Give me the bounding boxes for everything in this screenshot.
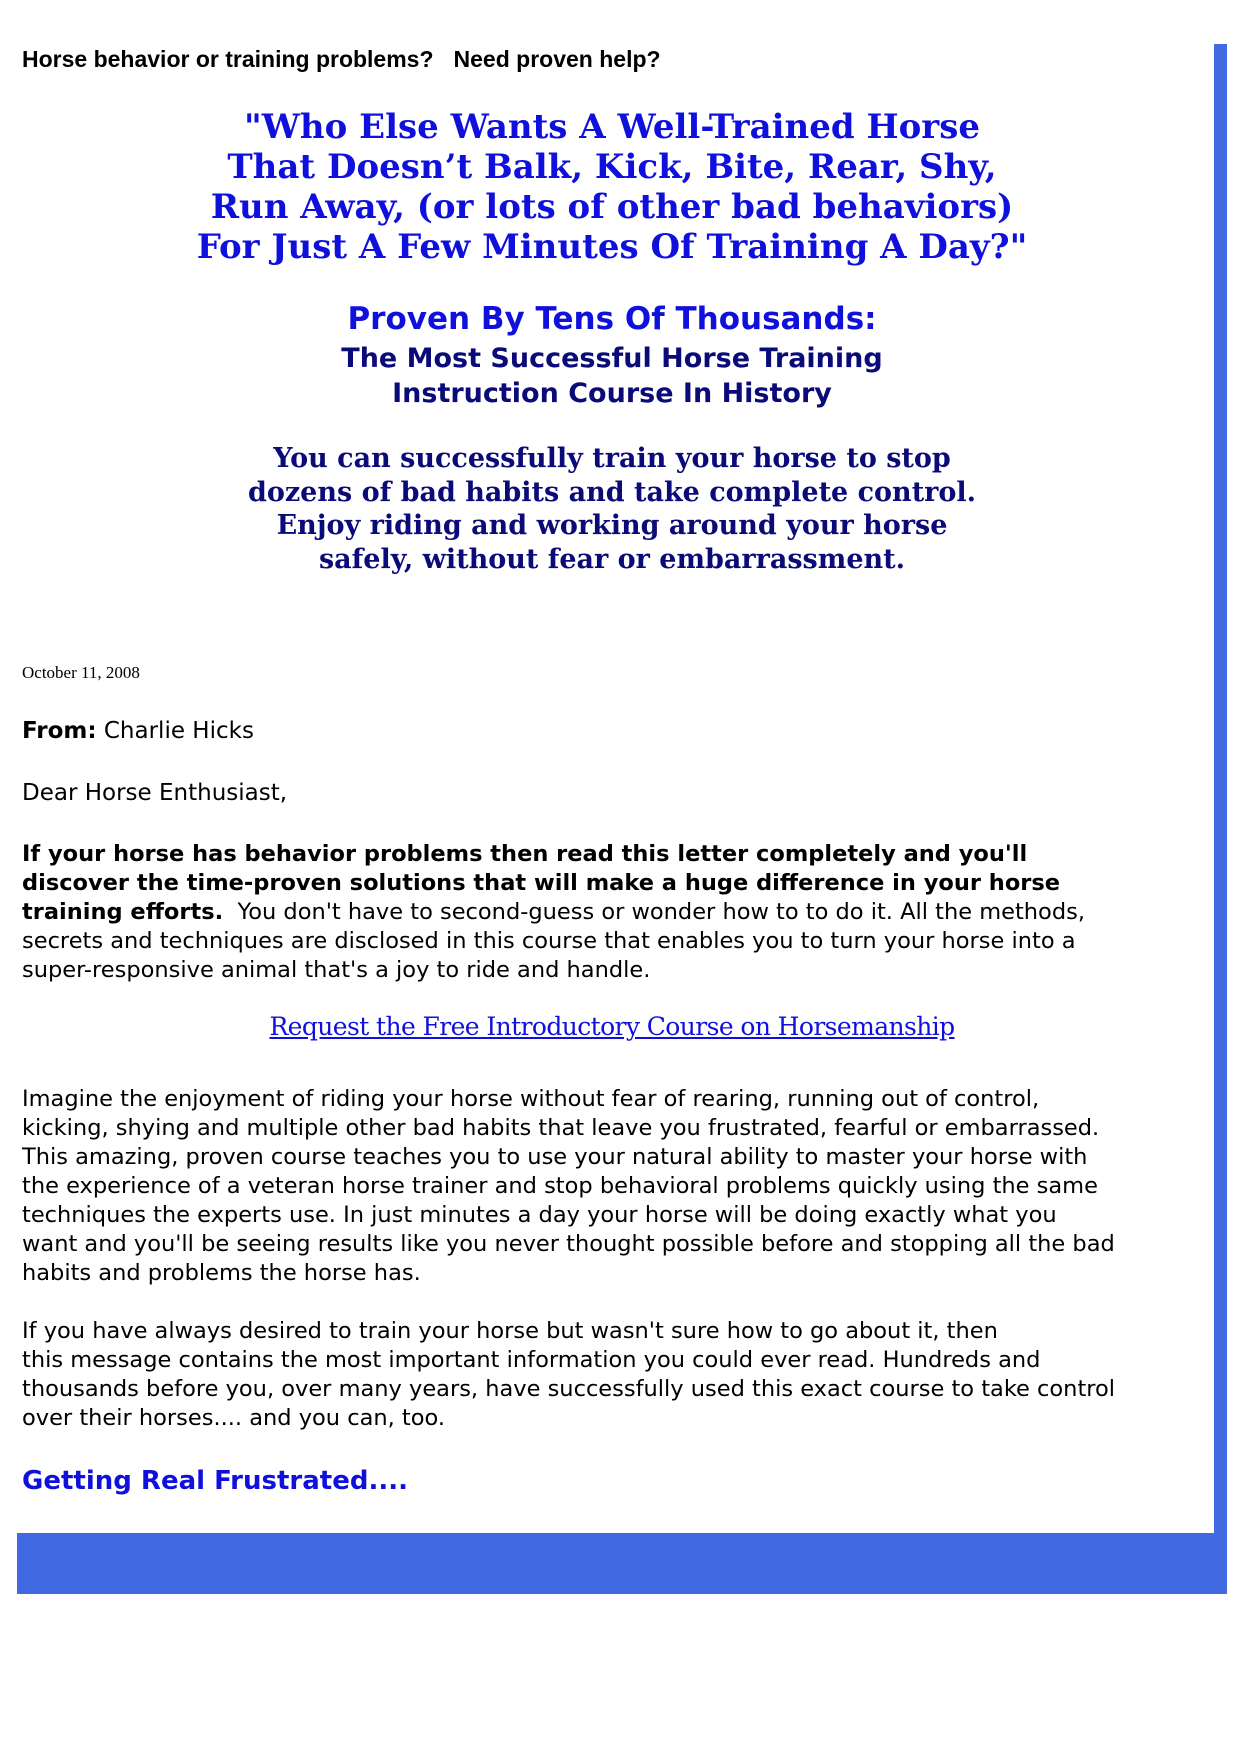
intro-bold-tail: training efforts. [22, 899, 224, 925]
free-course-link-row [22, 1012, 1202, 1041]
paragraph-line: Imagine the enjoyment of riding your horse without fear of rearing, running out of control, [22, 1086, 1040, 1112]
course-title [22, 341, 1202, 411]
bottom-blue-band [17, 1533, 1227, 1594]
paragraph-line: habits and problems the horse has. [22, 1260, 421, 1286]
paragraph-line: techniques the experts use. In just minutes a day your horse will be doing exactly what you [22, 1202, 1057, 1228]
intro-text: You don't have to second-guess or wonder how to to do it. All the methods, [237, 899, 1085, 925]
intro-paragraph [22, 840, 1202, 985]
subheadline-line: You can successfully train your horse to stop [273, 443, 951, 474]
course-title-line: Instruction Course In History [392, 378, 832, 409]
main-headline [22, 107, 1202, 267]
proven-title: Proven By Tens Of Thousands: [347, 301, 877, 337]
headline-line: That Doesn’t Balk, Kick, Bite, Rear, Shy, [227, 147, 997, 187]
from-name: Charlie Hicks [103, 718, 254, 744]
paragraph-line: thousands before you, over many years, have successfully used this exact course to take control [22, 1376, 1116, 1402]
paragraph-line: the experience of a veteran horse trainer and stop behavioral problems quickly using the same [22, 1173, 1098, 1199]
section-heading: Getting Real Frustrated.... [22, 1466, 408, 1496]
top-question-line [22, 46, 661, 73]
subheadline-line: Enjoy riding and working around your horse [276, 510, 948, 541]
paragraph-line: This amazing, proven course teaches you to use your natural ability to master your horse with [22, 1144, 1088, 1170]
headline-line: Run Away, (or lots of other bad behaviors) [210, 187, 1014, 227]
headline-line: "Who Else Wants A Well-Trained Horse [244, 107, 980, 147]
from-line [22, 718, 254, 744]
intro-text-line: secrets and techniques are disclosed in this course that enables you to turn your horse into a [22, 928, 1076, 954]
intro-bold-line: If your horse has behavior problems then read this letter completely and you'll [22, 841, 1028, 867]
intro-bold-line: discover the time-proven solutions that will make a huge difference in your horse [22, 870, 1061, 896]
paragraph-line: kicking, shying and multiple other bad habits that leave you frustrated, fearful or embarrassed. [22, 1115, 1100, 1141]
subheadline-line: dozens of bad habits and take complete control. [247, 476, 977, 508]
paragraph-line: this message contains the most important information you could ever read. Hundreds and [22, 1347, 1041, 1373]
top-question-part2: Need proven help? [453, 46, 661, 72]
headline-line: For Just A Few Minutes Of Training A Day?" [196, 227, 1028, 267]
subheadline-line: safely, without fear or embarrassment. [318, 543, 906, 575]
paragraph-line: over their horses.... and you can, too. [22, 1405, 446, 1431]
paragraph-line: If you have always desired to train your horse but wasn't sure how to go about it, then [22, 1318, 998, 1344]
course-title-line: The Most Successful Horse Training [341, 343, 883, 374]
desire-paragraph [22, 1317, 1202, 1433]
right-blue-border [1214, 44, 1227, 1594]
top-question-part1: Horse behavior or training problems? [22, 46, 434, 72]
imagine-paragraph [22, 1085, 1202, 1288]
from-label: From: [22, 718, 97, 744]
paragraph-line: want and you'll be seeing results like you never thought possible before and stopping all the bad [22, 1231, 1115, 1257]
intro-text-line: super-responsive animal that's a joy to ride and handle. [22, 957, 651, 983]
letter-date: October 11, 2008 [22, 663, 140, 682]
subheadline [22, 442, 1202, 576]
greeting: Dear Horse Enthusiast, [22, 780, 288, 806]
free-course-link[interactable]: Request the Free Introductory Course on Horsemanship [269, 1012, 955, 1041]
